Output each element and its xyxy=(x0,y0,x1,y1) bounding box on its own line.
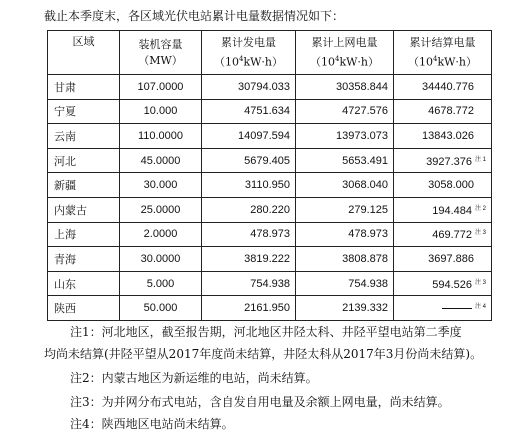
settlement-value: 13843.026 xyxy=(422,129,474,142)
header-region: 区域 xyxy=(48,31,120,75)
capacity-cell: 5.000 xyxy=(120,271,202,296)
generation-cell: 30794.033 xyxy=(202,75,296,100)
region-cell: 陕西 xyxy=(48,296,120,321)
capacity-cell: 10.000 xyxy=(120,99,202,124)
region-cell: 新疆 xyxy=(48,173,120,198)
footnote-marker: 注 4 xyxy=(474,304,486,311)
region-cell: 内蒙古 xyxy=(48,197,120,222)
table-row xyxy=(48,173,492,198)
footnote-marker: 注 2 xyxy=(474,205,486,212)
settlement-cell xyxy=(394,124,492,149)
note-1-line-2: 均尚未结算(井陉平望从2017年度尚未结算，井陉太科从2017年3月份尚未结算)。 xyxy=(44,347,483,361)
note-4: 注4：陕西地区电站尚未结算。 xyxy=(70,417,234,431)
table-row xyxy=(48,75,492,100)
footnote-marker: 注 3 xyxy=(474,230,486,237)
settlement-cell xyxy=(394,296,492,321)
settlement-cell xyxy=(394,222,492,247)
grid-cell: 478.973 xyxy=(296,222,394,247)
capacity-cell: 107.0000 xyxy=(120,75,202,100)
capacity-cell: 25.0000 xyxy=(120,197,202,222)
footnote-marker: 注 3 xyxy=(474,279,486,286)
capacity-cell: 2.0000 xyxy=(120,222,202,247)
table-header-row xyxy=(48,31,492,75)
header-grid: 累计上网电量 $(10^4kW\cdot h)$ xyxy=(296,31,394,75)
grid-cell: 3808.878 xyxy=(296,247,394,272)
header-capacity: 装机容量 （MW） xyxy=(120,31,202,75)
grid-cell: 3068.040 xyxy=(296,173,394,198)
settlement-cell xyxy=(394,148,492,173)
intro-text: 截止本季度末，各区域光伏电站累计电量数据情况如下： xyxy=(44,9,345,23)
region-cell: 甘肃 xyxy=(48,75,120,100)
unsettled-dash xyxy=(442,308,472,309)
grid-cell: 2139.332 xyxy=(296,296,394,321)
capacity-cell: 30.000 xyxy=(120,173,202,198)
table-row xyxy=(48,271,492,296)
settlement-cell xyxy=(394,271,492,296)
generation-cell: 4751.634 xyxy=(202,99,296,124)
generation-cell: 478.973 xyxy=(202,222,296,247)
grid-cell: 754.938 xyxy=(296,271,394,296)
settlement-cell xyxy=(394,173,492,198)
generation-cell: 5679.405 xyxy=(202,148,296,173)
table-row xyxy=(48,222,492,247)
capacity-cell: 50.000 xyxy=(120,296,202,321)
settlement-value: 3927.376 xyxy=(426,155,472,168)
settlement-value: 3058.000 xyxy=(428,179,474,192)
generation-cell: 754.938 xyxy=(202,271,296,296)
settlement-cell xyxy=(394,197,492,222)
table-row xyxy=(48,197,492,222)
capacity-cell: 30.0000 xyxy=(120,247,202,272)
capacity-cell: 45.0000 xyxy=(120,148,202,173)
grid-cell: 279.125 xyxy=(296,197,394,222)
settlement-value: 3697.886 xyxy=(428,252,474,265)
settlement-cell xyxy=(394,247,492,272)
settlement-value: 34440.776 xyxy=(422,80,474,93)
settlement-cell xyxy=(394,75,492,100)
table-row xyxy=(48,148,492,173)
generation-cell: 280.220 xyxy=(202,197,296,222)
settlement-value: 194.484 xyxy=(432,204,472,217)
generation-cell: 2161.950 xyxy=(202,296,296,321)
region-cell: 上海 xyxy=(48,222,120,247)
grid-cell: 13973.073 xyxy=(296,124,394,149)
header-settlement: 累计结算电量 $(10^4kW\cdot h)$ xyxy=(394,31,492,75)
table-row xyxy=(48,247,492,272)
settlement-cell xyxy=(394,99,492,124)
capacity-cell: 110.0000 xyxy=(120,124,202,149)
table-row xyxy=(48,124,492,149)
generation-cell: 3819.222 xyxy=(202,247,296,272)
power-data-table xyxy=(47,30,492,321)
region-cell: 河北 xyxy=(48,148,120,173)
note-1-line-1: 注1：河北地区，截至报告期，河北地区井陉太科、井陉平望电站第二季度 xyxy=(70,325,462,339)
settlement-value: 4678.772 xyxy=(428,105,474,118)
grid-cell: 5653.491 xyxy=(296,148,394,173)
header-generation: 累计发电量 $(10^4kW\cdot h)$ xyxy=(202,31,296,75)
grid-cell: 4727.576 xyxy=(296,99,394,124)
table-row xyxy=(48,296,492,321)
region-cell: 云南 xyxy=(48,124,120,149)
region-cell: 青海 xyxy=(48,247,120,272)
settlement-value: 469.772 xyxy=(432,229,472,242)
footnote-marker: 注 1 xyxy=(474,156,486,163)
region-cell: 宁夏 xyxy=(48,99,120,124)
settlement-value: 594.526 xyxy=(432,278,472,291)
note-3: 注3：为并网分布式电站，含自发自用电量及余额上网电量，尚未结算。 xyxy=(70,395,450,409)
grid-cell: 30358.844 xyxy=(296,75,394,100)
region-cell: 山东 xyxy=(48,271,120,296)
table-row xyxy=(48,99,492,124)
generation-cell: 3110.950 xyxy=(202,173,296,198)
generation-cell: 14097.594 xyxy=(202,124,296,149)
note-2: 注2：内蒙古地区为新运维的电站，尚未结算。 xyxy=(70,371,318,385)
